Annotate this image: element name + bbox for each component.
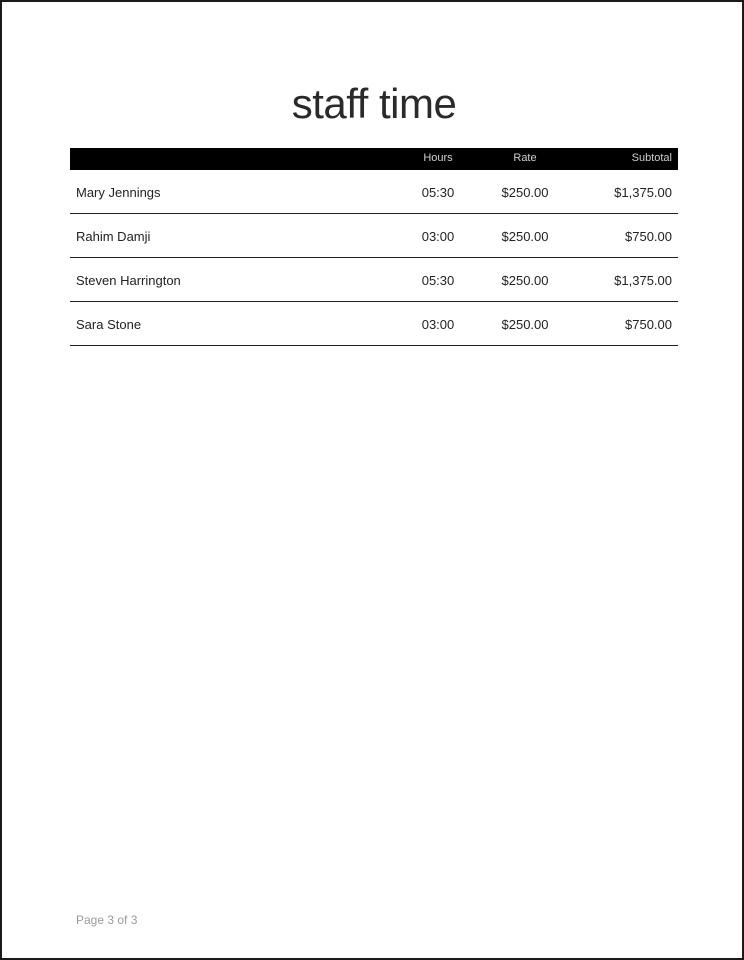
staff-rate: $250.00: [501, 229, 549, 244]
staff-name: Rahim Damji: [76, 229, 151, 244]
table-row: [70, 170, 678, 214]
table-row: [70, 258, 678, 302]
page-title: staff time: [291, 80, 457, 127]
staff-rate: $250.00: [501, 317, 549, 332]
staff-subtotal: $1,375.00: [614, 185, 672, 200]
staff-name: Steven Harrington: [76, 273, 181, 288]
staff-hours: 05:30: [421, 273, 455, 288]
table-row: [70, 302, 678, 346]
table-header: [70, 148, 678, 170]
table-row: [70, 214, 678, 258]
staff-time-table: [70, 148, 678, 346]
header-subtotal: Subtotal: [631, 152, 672, 164]
staff-subtotal: $1,375.00: [614, 273, 672, 288]
staff-rate: $250.00: [501, 185, 549, 200]
staff-rate: $250.00: [501, 273, 549, 288]
header-rate: Rate: [513, 152, 537, 164]
staff-subtotal: $750.00: [625, 317, 672, 332]
staff-hours: 03:00: [421, 229, 455, 244]
staff-hours: 05:30: [421, 185, 455, 200]
staff-hours: 03:00: [421, 317, 455, 332]
header-hours: Hours: [423, 152, 453, 164]
page-number: Page 3 of 3: [76, 913, 138, 927]
staff-name: Mary Jennings: [76, 185, 161, 200]
staff-name: Sara Stone: [76, 317, 142, 332]
staff-subtotal: $750.00: [625, 229, 672, 244]
